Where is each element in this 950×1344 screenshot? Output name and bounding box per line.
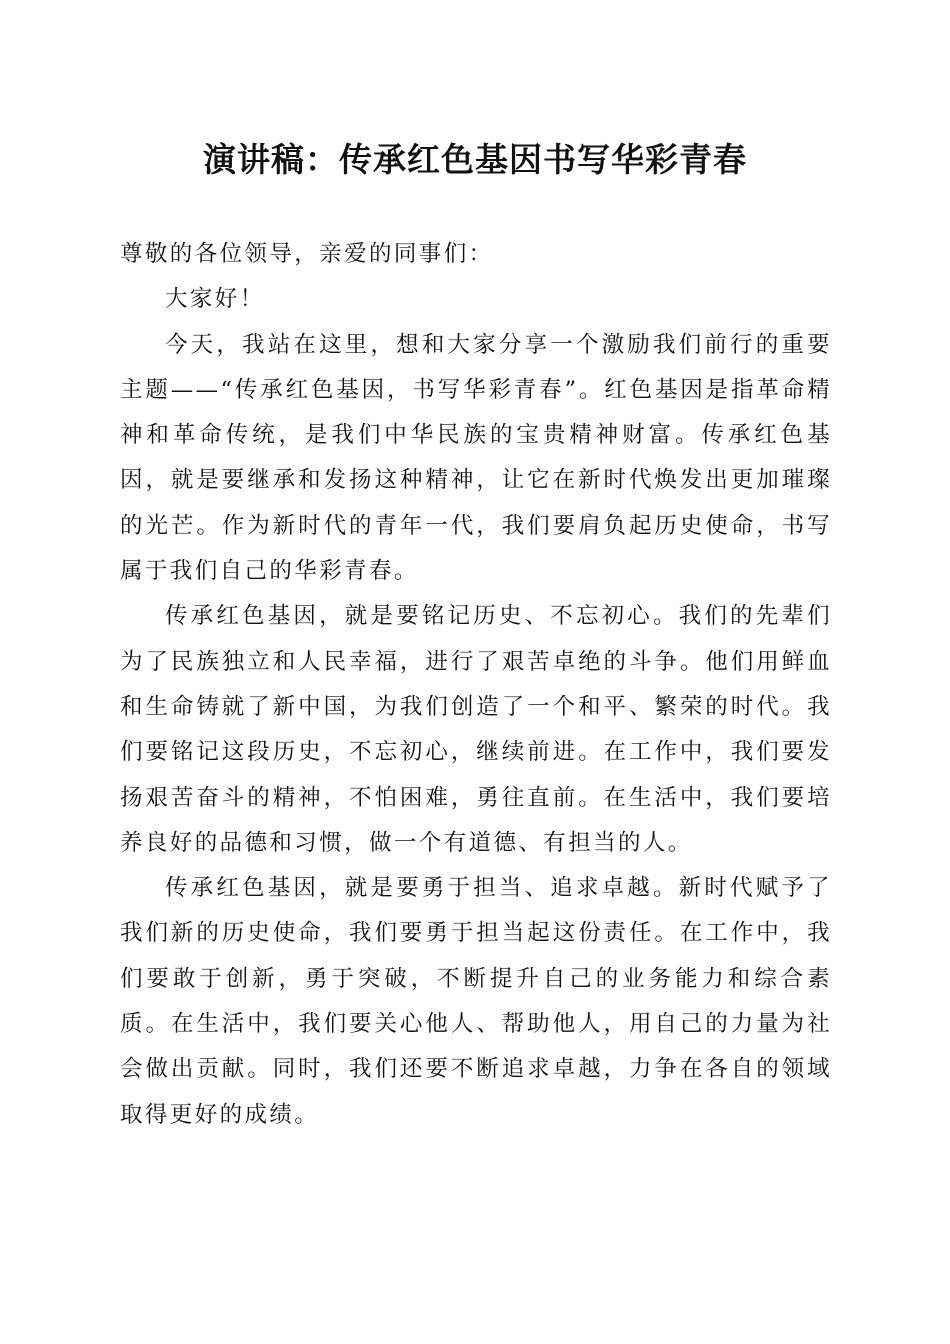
greeting: 大家好！: [165, 286, 265, 313]
paragraph: 传承红色基因，就是要勇于担当、追求卓越。新时代赋予了我们新的历史使命，我们要勇于担当起这份责任。在工作中，我们要敢于创新，勇于突破，不断提升自己的业务能力和综合素质。在生活中，我们要关心他人、帮助他人，用自己的力量为社会做出贡献。同时，我们还要不断追求卓越，力争在各自的领域取得更好的成绩。: [120, 875, 832, 1128]
paragraph: 今天，我站在这里，想和大家分享一个激励我们前行的重要主题——“传承红色基因，书写华彩青春”。红色基因是指革命精神和革命传统，是我们中华民族的宝贵精神财富。传承红色基因，就是要继承和发扬这种精神，让它在新时代焕发出更加璀璨的光芒。作为新时代的青年一代，我们要肩负起历史使命，书写属于我们自己的华彩青春。: [120, 331, 832, 585]
document-body: [120, 232, 832, 1138]
salutation: 尊敬的各位领导，亲爱的同事们：: [120, 241, 494, 267]
paragraph: 传承红色基因，就是要铭记历史、不忘初心。我们的先辈们为了民族独立和人民幸福，进行了艰苦卓绝的斗争。他们用鲜血和生命铸就了新中国，为我们创造了一个和平、繁荣的时代。我们要铭记这段历史，不忘初心，继续前进。在工作中，我们要发扬艰苦奋斗的精神，不怕困难，勇往直前。在生活中，我们要培养良好的品德和习惯，做一个有道德、有担当的人。: [120, 603, 832, 856]
document-title: 演讲稿：传承红色基因书写华彩青春: [203, 140, 747, 179]
